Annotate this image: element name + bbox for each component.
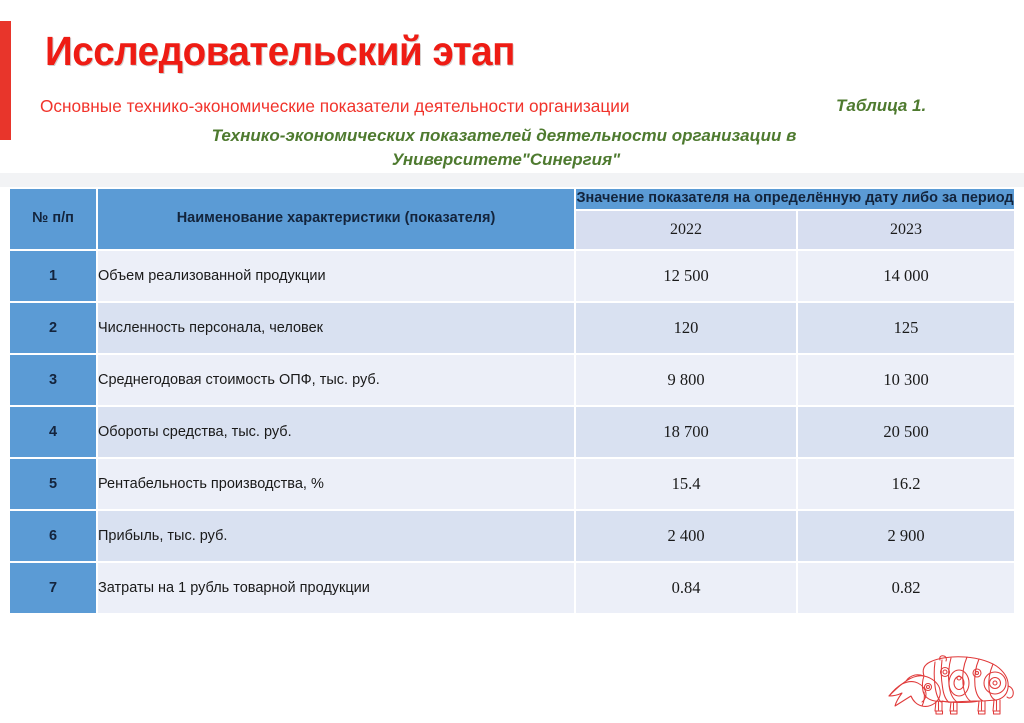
table-row <box>9 510 1015 562</box>
cell-value-2023: 14 000 <box>797 250 1015 302</box>
column-header-year-2023: 2023 <box>797 210 1015 250</box>
cell-row-number: 7 <box>9 562 97 614</box>
table-row <box>9 250 1015 302</box>
table-caption-line-2: Университете"Синергия" <box>391 150 621 169</box>
cell-value-2022: 15.4 <box>575 458 797 510</box>
table-top-strip <box>0 173 1024 187</box>
slide-subtitle: Основные технико-экономические показатели деятельности организации <box>40 96 630 116</box>
table-row <box>9 458 1015 510</box>
cell-indicator-name: Затраты на 1 рубль товарной продукции <box>97 562 575 614</box>
cell-row-number: 4 <box>9 406 97 458</box>
cell-row-number: 3 <box>9 354 97 406</box>
cell-value-2022: 0.84 <box>575 562 797 614</box>
table-row <box>9 406 1015 458</box>
slide-header <box>0 0 1024 175</box>
cell-indicator-name: Рентабельность производства, % <box>97 458 575 510</box>
cell-value-2023: 125 <box>797 302 1015 354</box>
column-header-name: Наименование характеристики (показателя) <box>97 188 575 250</box>
cell-value-2023: 10 300 <box>797 354 1015 406</box>
cell-value-2022: 120 <box>575 302 797 354</box>
table-caption-line-1: Технико-экономических показателей деятельности организации в <box>211 126 797 145</box>
column-header-number: № п/п <box>9 188 97 250</box>
table-caption: Таблица 1. <box>836 96 927 115</box>
cell-value-2022: 9 800 <box>575 354 797 406</box>
cell-indicator-name: Обороты средства, тыс. руб. <box>97 406 575 458</box>
cell-value-2023: 2 900 <box>797 510 1015 562</box>
cell-value-2023: 0.82 <box>797 562 1015 614</box>
cell-value-2022: 12 500 <box>575 250 797 302</box>
table-row <box>9 562 1015 614</box>
rhinoceros-logo-icon <box>876 650 1016 716</box>
indicators-table-wrapper <box>8 187 1014 615</box>
cell-value-2022: 18 700 <box>575 406 797 458</box>
cell-row-number: 5 <box>9 458 97 510</box>
cell-value-2022: 2 400 <box>575 510 797 562</box>
indicators-table <box>8 187 1016 615</box>
table-body <box>9 250 1015 614</box>
cell-row-number: 6 <box>9 510 97 562</box>
cell-value-2023: 16.2 <box>797 458 1015 510</box>
cell-row-number: 2 <box>9 302 97 354</box>
cell-indicator-name: Численность персонала, человек <box>97 302 575 354</box>
table-row <box>9 302 1015 354</box>
cell-indicator-name: Прибыль, тыс. руб. <box>97 510 575 562</box>
column-header-year-2022: 2022 <box>575 210 797 250</box>
cell-indicator-name: Среднегодовая стоимость ОПФ, тыс. руб. <box>97 354 575 406</box>
table-header-row-top <box>9 188 1015 210</box>
table-row <box>9 354 1015 406</box>
cell-row-number: 1 <box>9 250 97 302</box>
table-head <box>9 188 1015 250</box>
page-title: Исследовательский этап <box>45 28 515 74</box>
cell-indicator-name: Объем реализованной продукции <box>97 250 575 302</box>
cell-value-2023: 20 500 <box>797 406 1015 458</box>
column-header-value-group: Значение показателя на определённую дату либо за период <box>575 188 1015 210</box>
